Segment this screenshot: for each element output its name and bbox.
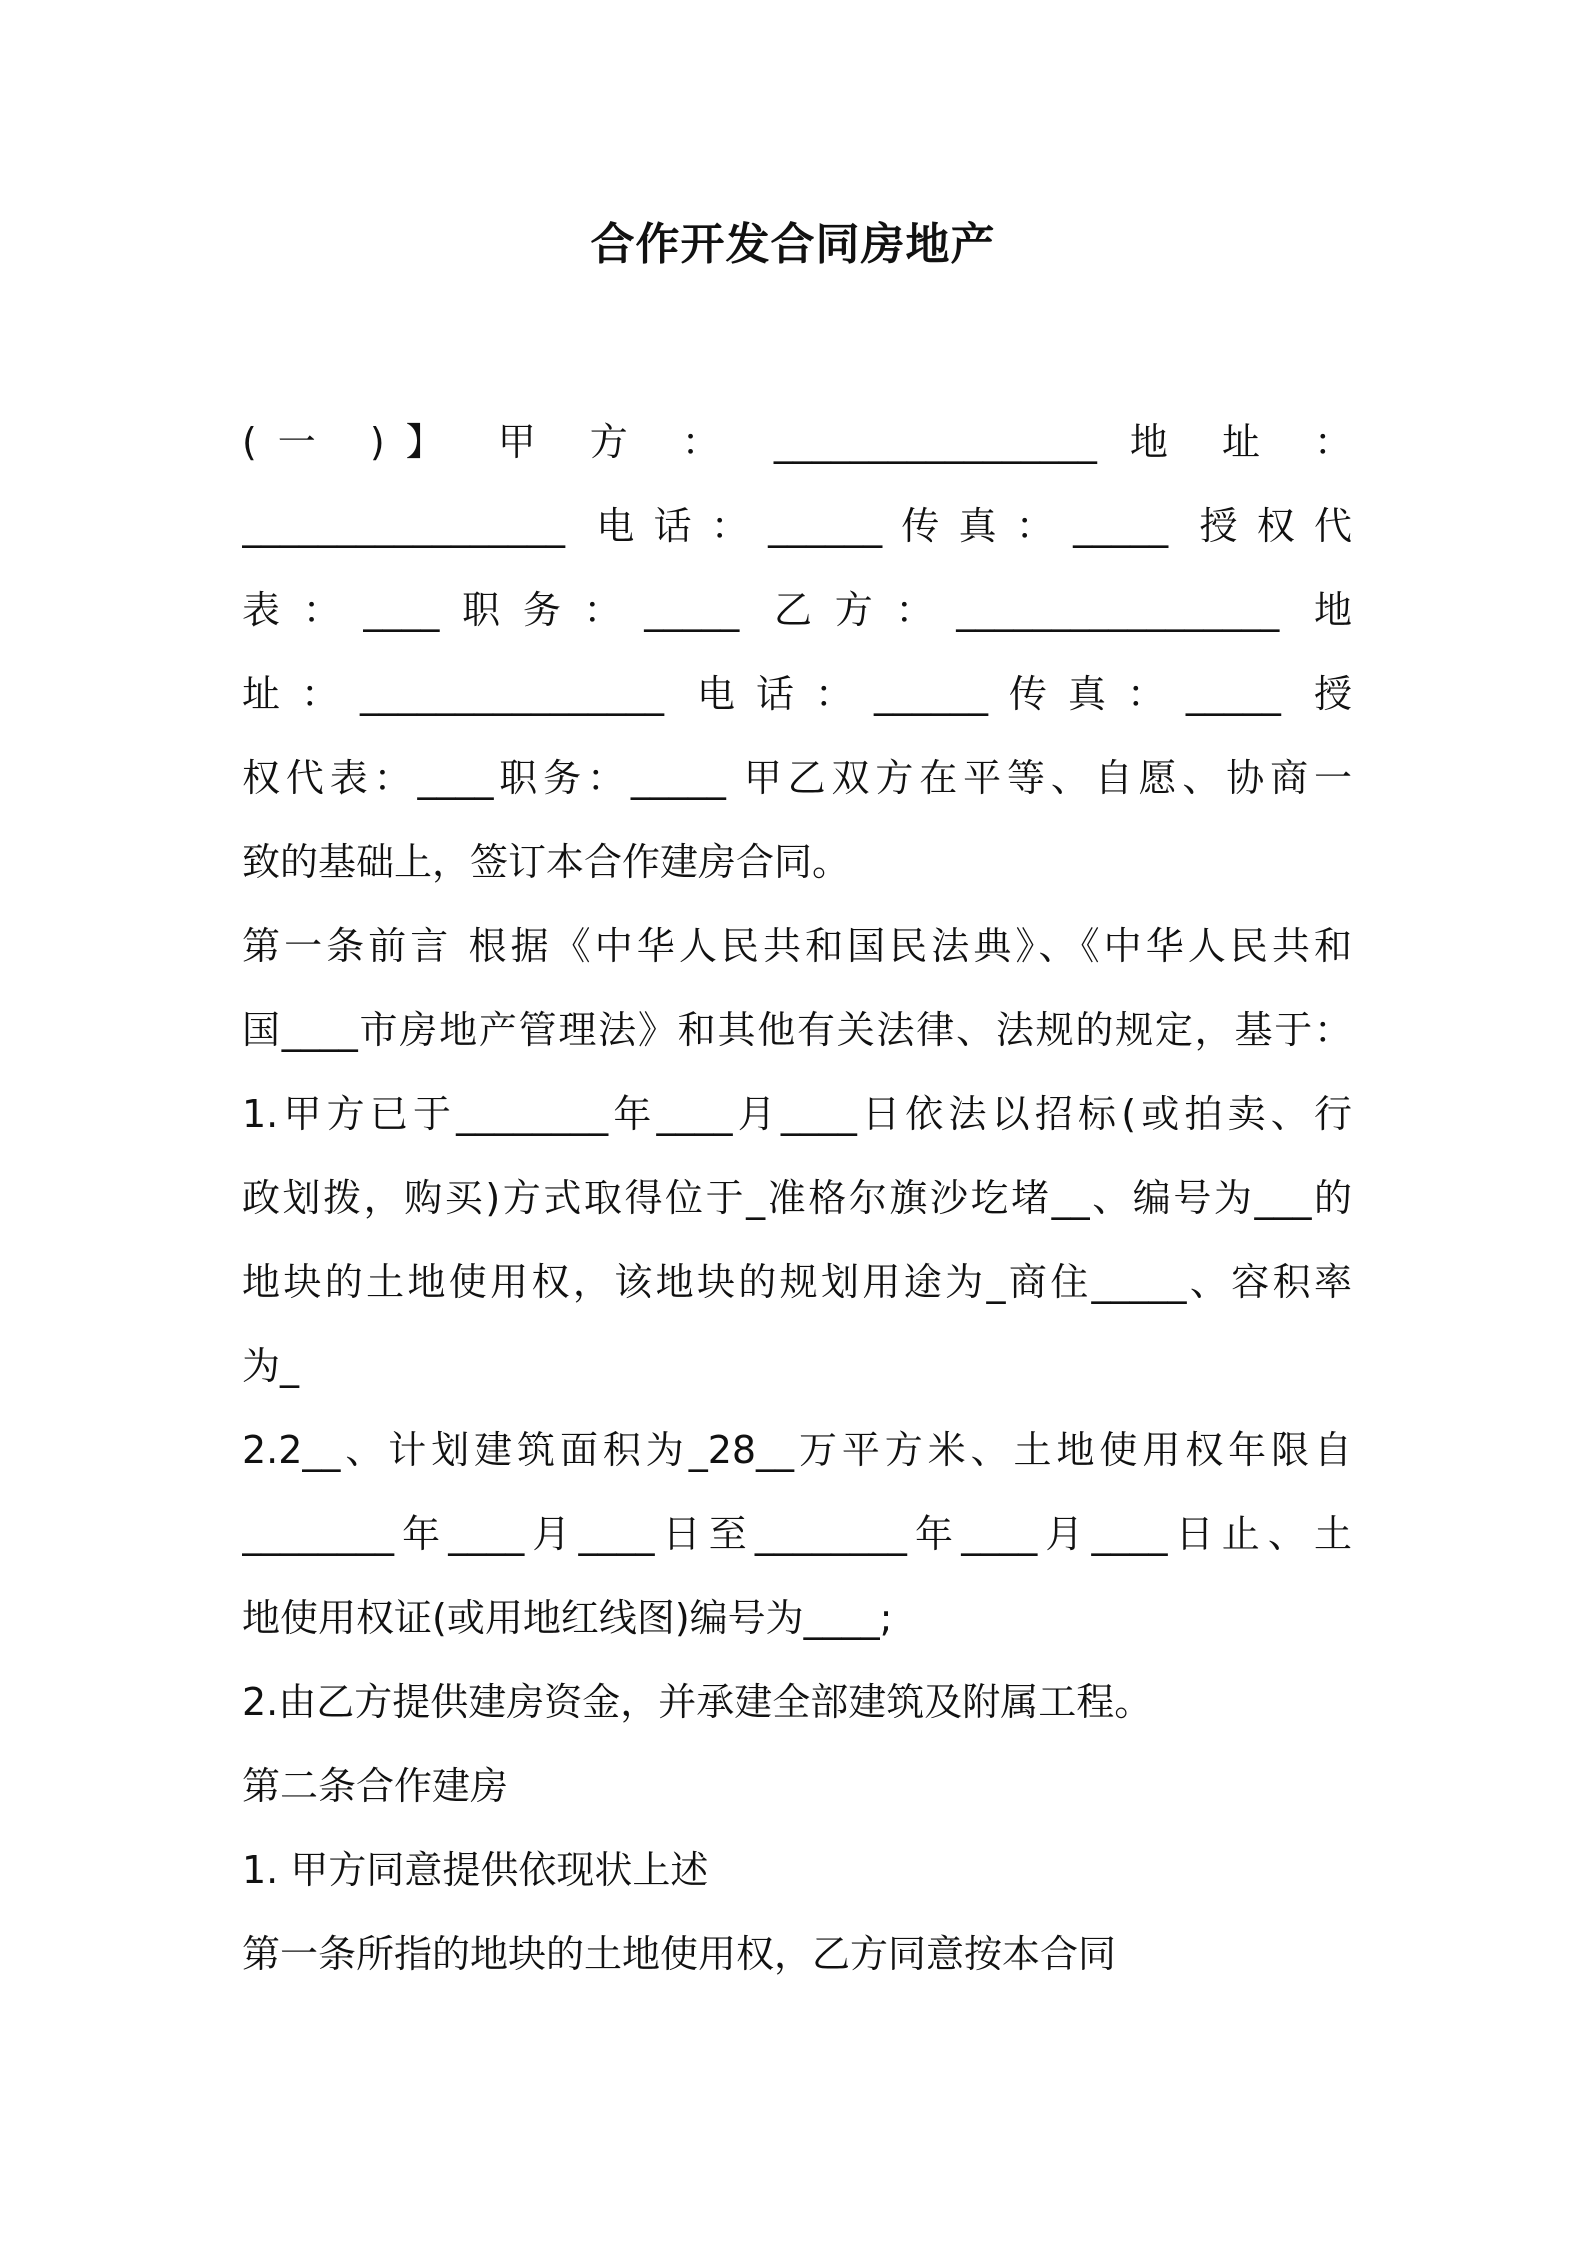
body-line: ________年____月____日至________年____月____日止、土	[242, 1512, 1352, 1556]
body-line: 第一条所指的地块的土地使用权，乙方同意按本合同	[242, 1932, 1117, 1976]
body-line: 为_	[242, 1344, 300, 1388]
body-line: 致的基础上，签订本合作建房合同。	[242, 840, 851, 884]
body-line: _________________ 电话：______传真：_____ 授权代	[242, 504, 1352, 548]
body-line: 权代表：____职务：_____ 甲乙双方在平等、自愿、协商一	[242, 756, 1352, 800]
body-line: 第二条合作建房	[242, 1764, 509, 1808]
body-line: 地块的土地使用权，该地块的规划用途为_商住_____、容积率	[242, 1260, 1352, 1304]
body-line: 地使用权证(或用地红线图)编号为____;	[242, 1596, 893, 1640]
body-line: 2.由乙方提供建房资金，并承建全部建筑及附属工程。	[242, 1680, 1153, 1724]
body-line: 第一条前言 根据《中华人民共和国民法典》、《中华人民共和	[242, 924, 1352, 968]
body-line: 国____市房地产管理法》和其他有关法律、法规的规定，基于：	[242, 1008, 1352, 1052]
body-line: 址：________________ 电话：______传真：_____ 授	[242, 672, 1352, 716]
body-line: (一 )】 甲 方 ： _________________ 地 址 ：	[242, 420, 1352, 464]
body-line: 1. 甲方同意提供依现状上述	[242, 1848, 709, 1892]
document-title: 合作开发合同房地产	[590, 219, 996, 270]
body-line: 政划拨，购买)方式取得位于_准格尔旗沙圪堵__、编号为___的	[242, 1176, 1352, 1220]
body-line: 1.甲方已于________年____月____日依法以招标(或拍卖、行	[242, 1092, 1352, 1136]
document-body	[242, 400, 1352, 1996]
body-line: 2.2__、计划建筑面积为_28__万平方米、土地使用权年限自	[242, 1428, 1352, 1472]
body-line: 表：____职务：_____ 乙方：_________________ 地	[242, 588, 1352, 632]
